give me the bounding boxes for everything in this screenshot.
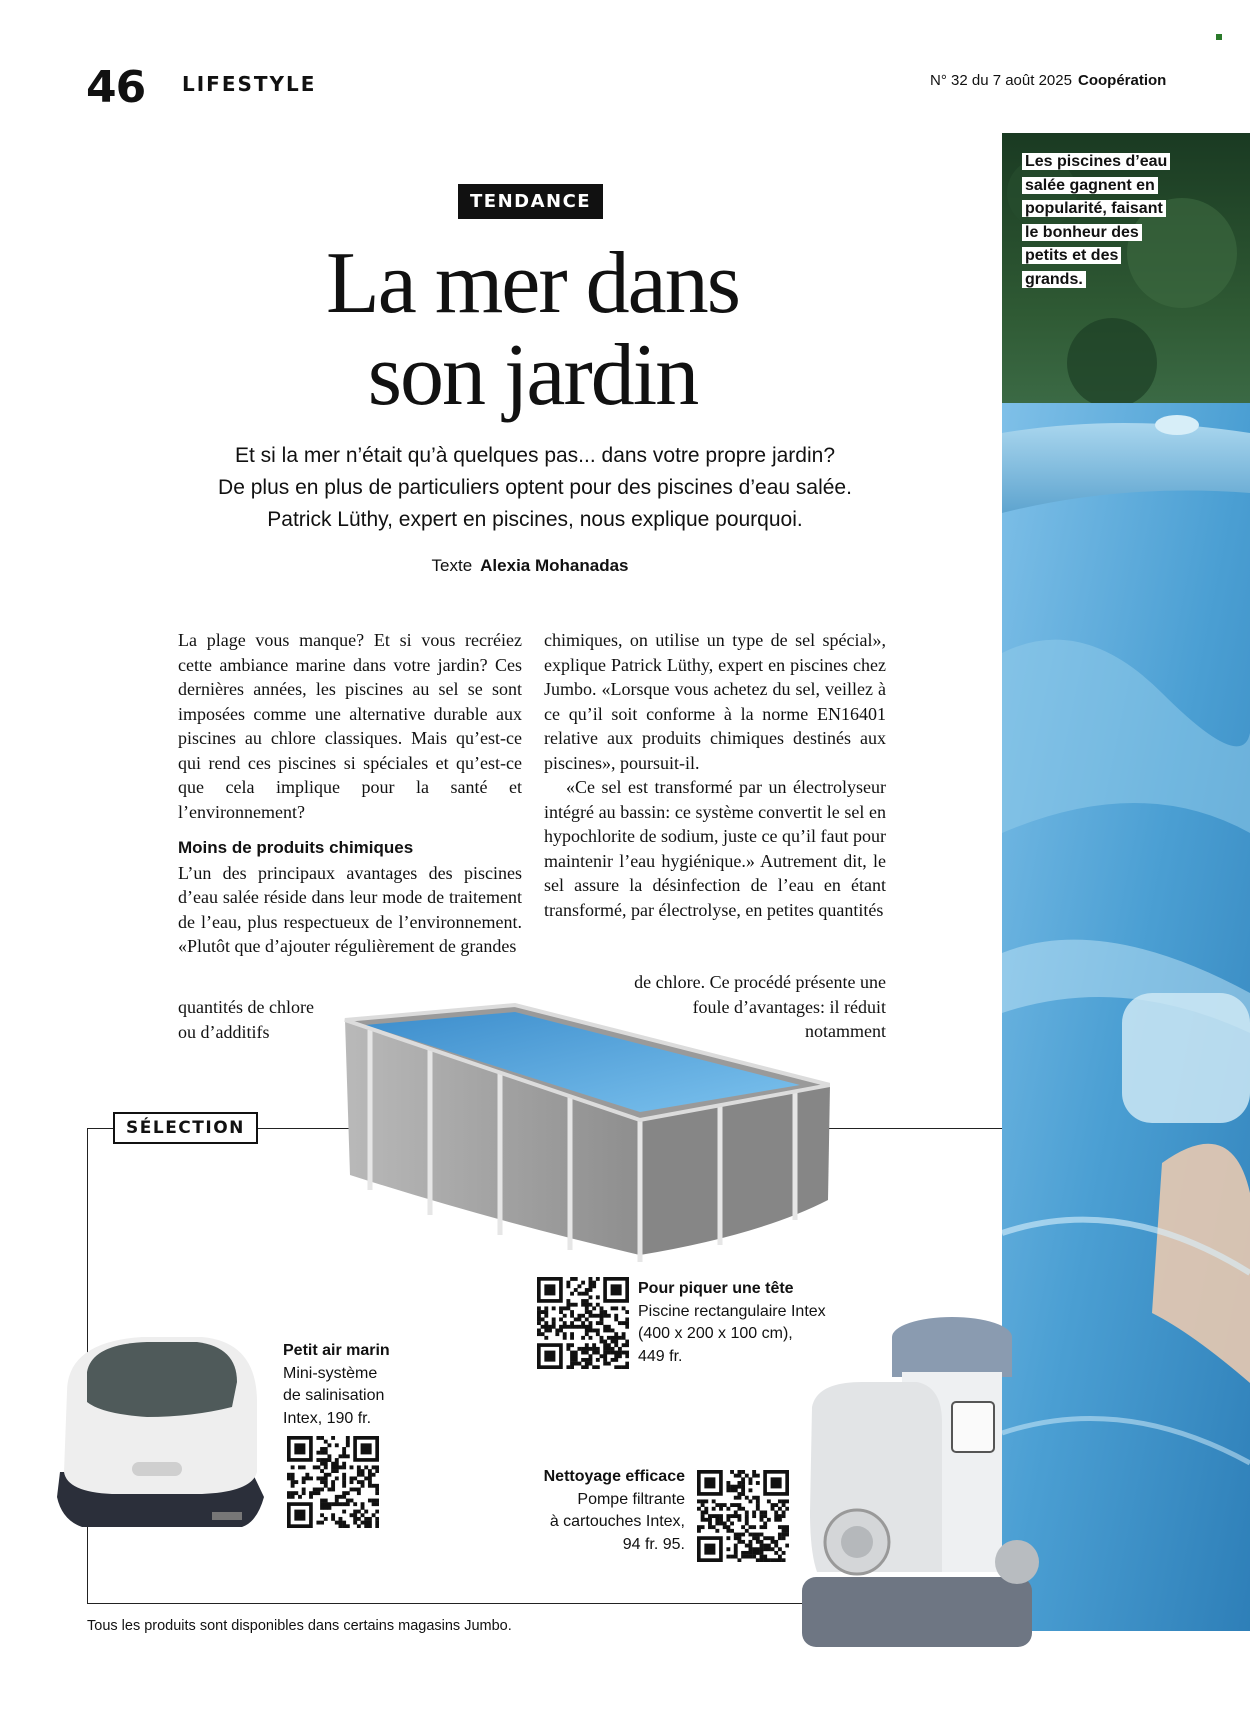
paragraph: chimiques, on utilise un type de sel spécial», explique Patrick Lüthy, expert en piscines chez Jumbo. «Lorsque vous achetez du sel, veillez à ce qu’il soit conforme à la norme EN16401 relative aux produits chimiques destinés aux piscines», poursuit-il.: [544, 630, 886, 773]
tail-line: quantités de chlore: [178, 997, 314, 1017]
product-line: Mini-système: [283, 1364, 378, 1382]
subheading: Moins de produits chimiques: [178, 838, 414, 857]
product-filter-pump: [520, 1466, 685, 1556]
product-line: de salinisation: [283, 1387, 385, 1404]
section-label: LIFESTYLE: [182, 72, 317, 96]
product-salt-system: [283, 1340, 453, 1430]
paragraph: La plage vous manque? Et si vous recréiez cette ambiance marine dans votre jardin? Ces dernières années, les piscines au sel se sont imposées comme une alternative durable aux piscines au chlore classiques. Mais qu’est-ce qui rend ces piscines si spéciales et qu’est-ce que cela implique pour la santé et l’environnement?: [178, 630, 522, 822]
product-line: Piscine rectangulaire Intex: [638, 1302, 826, 1320]
product-title: Pour piquer une tête: [638, 1280, 794, 1297]
product-line: à cartouches Intex,: [549, 1513, 685, 1530]
product-price-line: Intex, 190 fr.: [283, 1409, 372, 1427]
product-line: (400 x 200 x 100 cm),: [638, 1325, 793, 1342]
paragraph: L’un des principaux avantages des piscines d’eau salée réside dans leur mode de traitement de l’eau, plus respectueux de l’environnement. «Plutôt que d’ajouter régulièrement de grandes: [178, 862, 522, 956]
pool-product-image: [340, 1000, 830, 1265]
publication-name: Coopération: [1078, 72, 1167, 89]
byline: [300, 556, 760, 576]
product-line: Pompe filtrante: [577, 1490, 685, 1508]
qr-code-icon[interactable]: [287, 1436, 379, 1528]
title-line-2: son jardin: [367, 327, 698, 424]
lead-line-2: De plus en plus de particuliers optent pour des piscines d’eau salée.: [218, 476, 852, 499]
product-price-line: 449 fr.: [638, 1347, 683, 1365]
selection-footnote: Tous les produits sont disponibles dans certains magasins Jumbo.: [87, 1618, 512, 1634]
article-column-1: [178, 628, 522, 959]
lead-line-3: Patrick Lüthy, expert en piscines, nous explique pourquoi.: [267, 508, 803, 531]
lead-line-1: Et si la mer n’était qu’à quelques pas... dans votre propre jardin?: [234, 444, 835, 467]
selection-frame-bottom: [87, 1603, 857, 1604]
selection-tag: SÉLECTION: [113, 1112, 258, 1144]
corner-mark: [1216, 34, 1222, 40]
issue-info: N° 32 du 7 août 2025: [930, 72, 1072, 89]
title-line-1: La mer dans: [326, 235, 739, 332]
tail-line: de chlore. Ce procédé présente une: [634, 972, 886, 992]
tail-line: foule d’avantages: il réduit: [692, 996, 886, 1017]
page-number: 46: [86, 62, 146, 113]
product-title: Nettoyage efficace: [543, 1468, 685, 1485]
qr-code-icon[interactable]: [697, 1470, 789, 1562]
article-lead: [160, 440, 910, 536]
product-title: Petit air marin: [283, 1342, 390, 1359]
photo-caption: [1022, 150, 1172, 291]
tail-line: notamment: [805, 1021, 886, 1041]
article-column-2: [544, 628, 886, 922]
product-price-line: 94 fr. 95.: [622, 1535, 685, 1553]
tail-line: ou d’additifs: [178, 1021, 270, 1042]
paragraph: «Ce sel est transformé par un électrolyseur intégré au bassin: ce système convertit le sel en hypochlorite de sodium, juste ce qu’il faut pour maintenir l’eau hygiénique.» Autrement dit, le sel assure la désinfection de l’eau en étant transformé, par électrolyse, en petites quantités: [544, 777, 886, 920]
byline-author: Alexia Mohanadas: [480, 556, 629, 575]
qr-code-icon[interactable]: [537, 1277, 629, 1369]
filter-pump-product-image: [802, 1312, 1072, 1652]
photo-caption-text: Les piscines d’eau salée gagnent en popularité, faisant le bonheur des petits et des grands.: [1022, 153, 1170, 288]
category-tag: TENDANCE: [458, 184, 603, 219]
salt-system-product-image: [52, 1322, 267, 1537]
article-title: [230, 235, 835, 424]
byline-label: Texte: [431, 556, 473, 575]
